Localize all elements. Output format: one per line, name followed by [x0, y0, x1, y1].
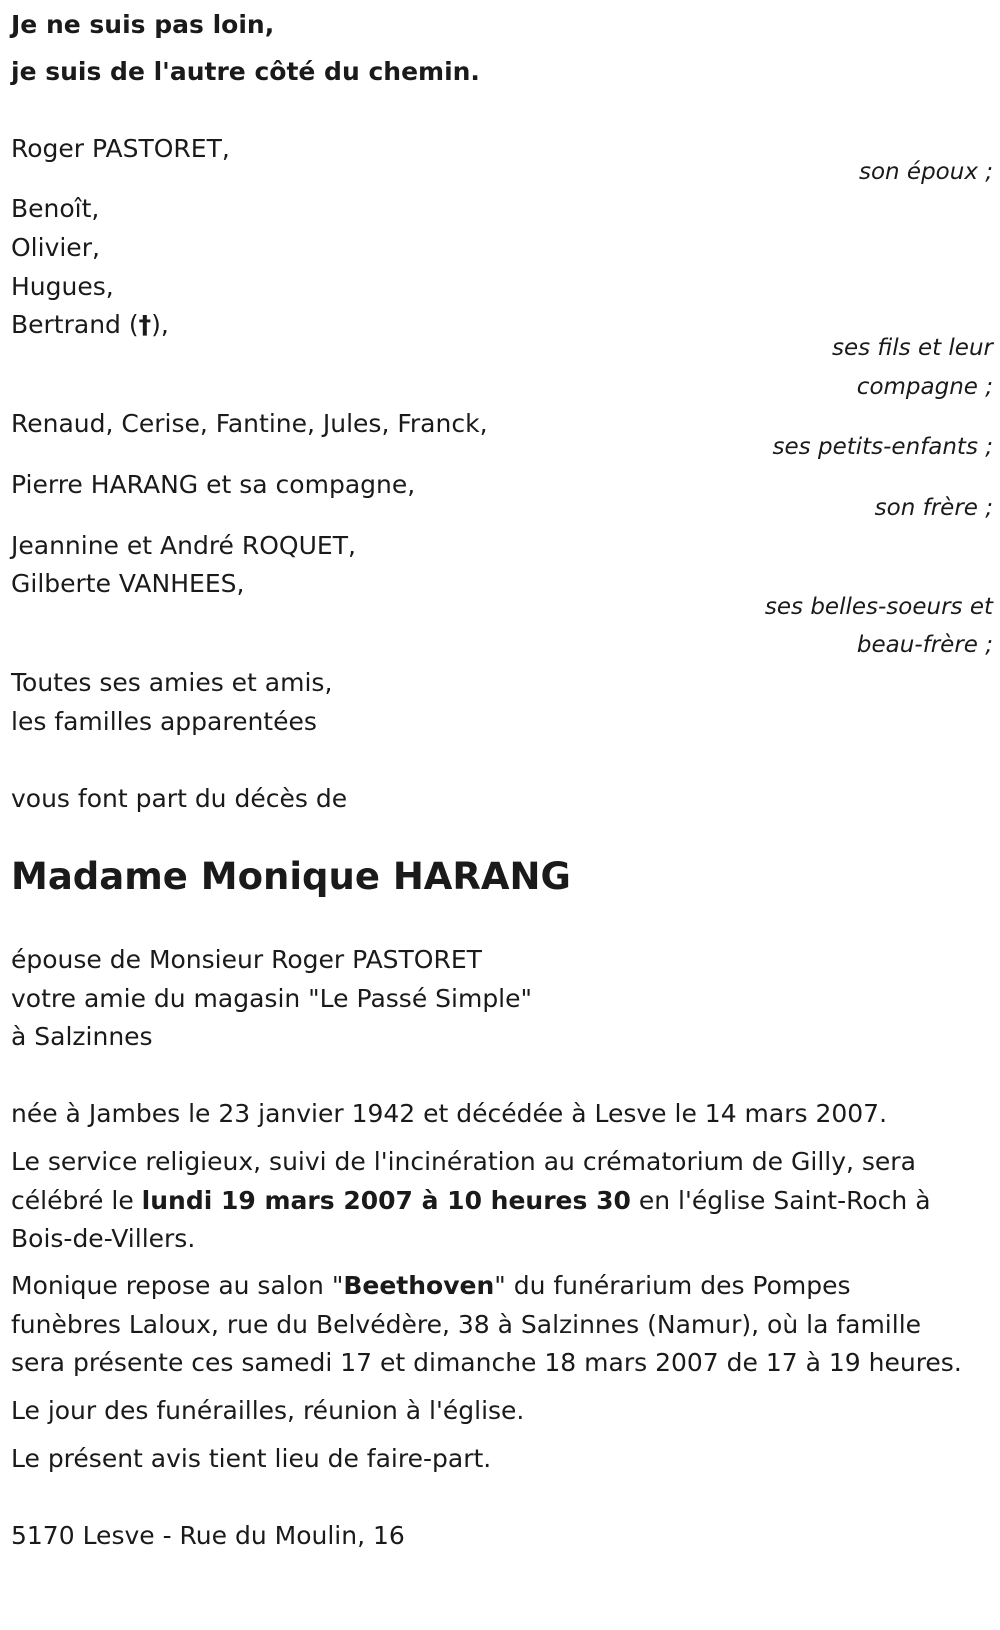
grandchildren-role: ses petits-enfants ; — [772, 434, 993, 460]
friends-line: Toutes ses amies et amis, — [11, 668, 333, 697]
deceased-spouse-line: épouse de Monsieur Roger PASTORET — [11, 945, 482, 974]
son-deceased-suffix: ), — [151, 310, 169, 339]
address-line: 5170 Lesve - Rue du Moulin, 16 — [11, 1521, 405, 1550]
relatives-line: les familles apparentées — [11, 707, 317, 736]
service-line-1: Le service religieux, suivi de l'incinération au crématorium de Gilly, sera — [11, 1147, 916, 1176]
son-deceased-name: Bertrand ( — [11, 310, 139, 339]
announce-line: vous font part du décès de — [11, 784, 348, 813]
service-line-2-post: en l'église Saint-Roch à — [630, 1186, 931, 1215]
sons-role-line-2: compagne ; — [856, 374, 993, 400]
cross-icon: † — [138, 310, 152, 339]
salon-line-1 — [11, 1266, 851, 1306]
husband-role: son époux ; — [858, 159, 993, 185]
husband-name: Roger PASTORET, — [11, 134, 230, 163]
in-laws-role-line-1: ses belles-soeurs et — [764, 594, 993, 620]
brother-role: son frère ; — [874, 495, 993, 521]
meeting-line: Le jour des funérailles, réunion à l'église. — [11, 1396, 525, 1425]
sons-role-line-1: ses fils et leur — [831, 335, 993, 361]
service-line-3: Bois-de-Villers. — [11, 1224, 196, 1253]
birth-death-line: née à Jambes le 23 janvier 1942 et décédée à Lesve le 14 mars 2007. — [11, 1099, 888, 1128]
salon-name: Beethoven — [343, 1271, 495, 1300]
salon-line-1-post: " du funérarium des Pompes — [494, 1271, 851, 1300]
brother-name: Pierre HARANG et sa compagne, — [11, 470, 416, 499]
notice-line: Le présent avis tient lieu de faire-part. — [11, 1444, 492, 1473]
in-laws-line-2: Gilberte VANHEES, — [11, 569, 245, 598]
epigraph-line-2: je suis de l'autre côté du chemin. — [11, 57, 480, 86]
epigraph-line-1: Je ne suis pas loin, — [11, 10, 275, 39]
service-line-2 — [11, 1181, 931, 1221]
son-name: Olivier, — [11, 233, 100, 262]
deceased-place-line: à Salzinnes — [11, 1022, 153, 1051]
grandchildren-names: Renaud, Cerise, Fantine, Jules, Franck, — [11, 409, 488, 438]
son-name: Benoît, — [11, 194, 100, 223]
deceased-name: Madame Monique HARANG — [11, 855, 571, 898]
son-deceased — [11, 305, 169, 345]
in-laws-role-line-2: beau-frère ; — [856, 632, 993, 658]
salon-line-3: sera présente ces samedi 17 et dimanche 18 mars 2007 de 17 à 19 heures. — [11, 1348, 962, 1377]
service-line-2-pre: célébré le — [11, 1186, 142, 1215]
salon-line-1-pre: Monique repose au salon " — [11, 1271, 344, 1300]
salon-line-2: funèbres Laloux, rue du Belvédère, 38 à Salzinnes (Namur), où la famille — [11, 1310, 922, 1339]
deceased-shop-line: votre amie du magasin "Le Passé Simple" — [11, 984, 533, 1013]
son-name: Hugues, — [11, 272, 114, 301]
in-laws-line-1: Jeannine et André ROQUET, — [11, 531, 356, 560]
service-date: lundi 19 mars 2007 à 10 heures 30 — [141, 1186, 631, 1215]
